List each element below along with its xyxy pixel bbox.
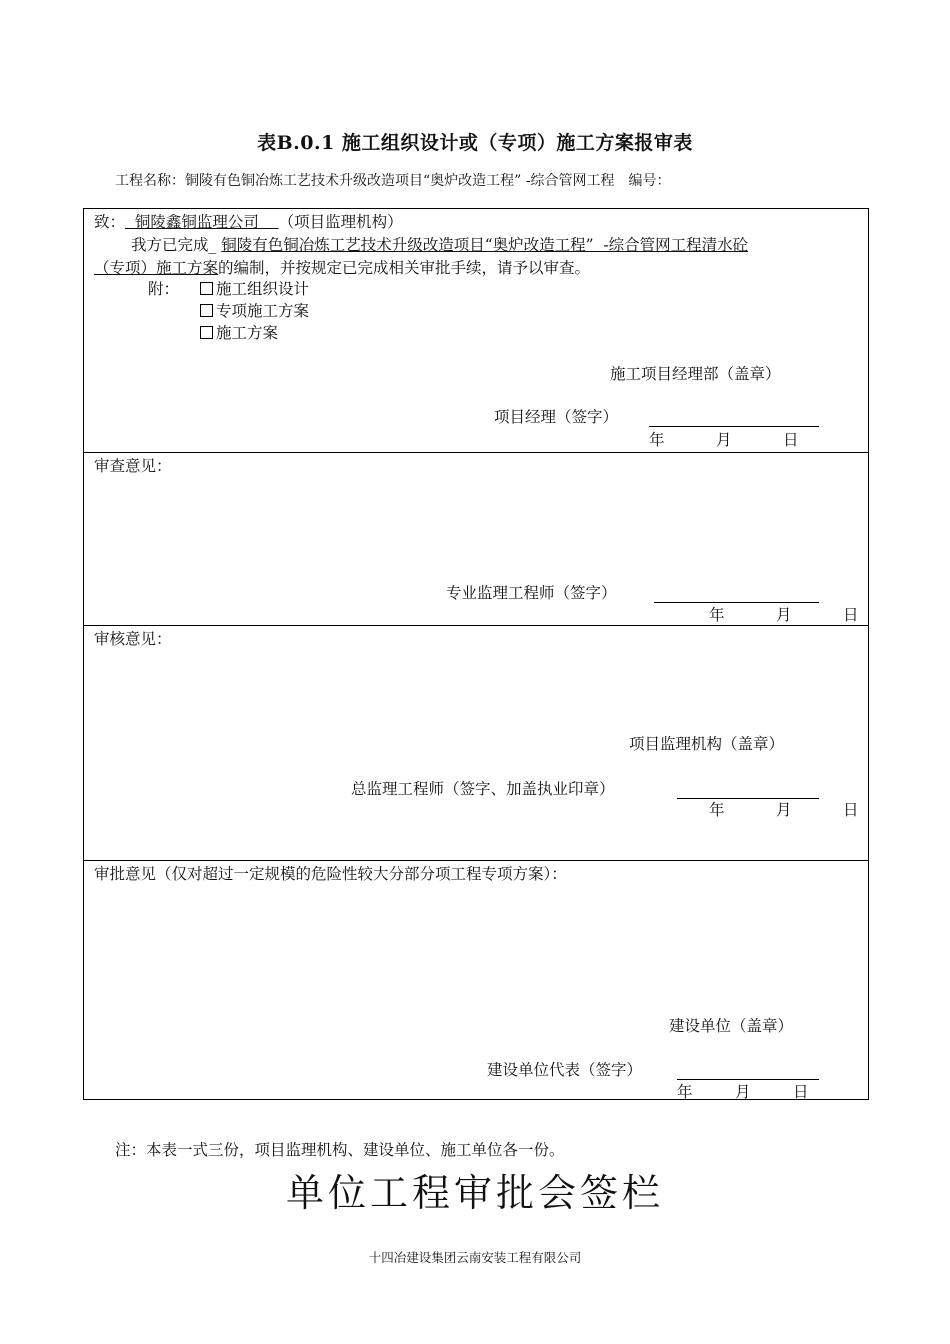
project-name: 工程名称：铜陵有色铜冶炼工艺技术升级改造项目“奥炉改造工程” -综合管网工程 [115,173,615,189]
project-manager-signature-label: 项目经理（签字） [494,408,619,426]
chief-supervisor-signature-line[interactable] [677,798,819,799]
approval-opinion-label: 审批意见（仅对超过一定规模的危险性较大分部分项工程专项方案）： [94,865,567,883]
date-day: 日 [783,431,799,449]
owner-representative-signature-label: 建设单位代表（签字） [487,1061,643,1079]
supervisor-engineer-signature-label: 专业监理工程师（签字） [446,584,617,602]
option-label: 施工方案 [216,324,279,342]
form-note: 注：本表一式三份，项目监理机构、建设单位、施工单位各一份。 [115,1141,565,1159]
submission-section [84,209,868,453]
supervision-company: 铜陵鑫铜监理公司 [125,213,279,231]
supervision-org-stamp-label: 项目监理机构（盖章） [629,735,785,753]
date-day: 日 [793,1083,809,1101]
date-year: 年 [709,801,725,819]
project-name-line [115,170,671,190]
owner-representative-signature-line[interactable] [677,1079,819,1080]
checkbox-icon[interactable] [200,304,213,317]
countersign-heading: 单位工程审批会签栏 [285,1171,664,1215]
audit-section [84,626,868,861]
chief-supervisor-signature-label: 总监理工程师（签字、加盖执业印章） [351,780,615,798]
approval-section [84,861,868,1099]
date-day: 日 [843,801,859,819]
company-footer: 十四冶建设集团云南安装工程有限公司 [368,1250,582,1265]
review-section [84,453,868,626]
completed-project: 铜陵有色铜冶炼工艺技术升级改造项目“奥炉改造工程” -综合管网工程清水砼 [221,236,749,254]
to-suffix: （项目监理机构） [278,213,403,231]
date-year: 年 [649,431,665,449]
review-opinion-label: 审查意见： [94,457,172,475]
option-label: 专项施工方案 [216,302,310,320]
completed-prefix: 我方已完成_ [131,236,222,254]
option-construction-design[interactable] [200,279,309,299]
supervisor-engineer-signature-line[interactable] [654,602,819,603]
date-month: 月 [776,801,792,819]
form-title: 表B.0.1 施工组织设计或（专项）施工方案报审表 [257,132,693,154]
date-month: 月 [735,1083,751,1101]
option-label: 施工组织设计 [216,280,310,298]
date-month: 月 [716,431,732,449]
completion-line-2 [94,258,590,278]
attachment-label: 附： [148,280,180,298]
date-month: 月 [776,606,792,624]
option-construction-plan[interactable] [200,323,278,343]
option-special-plan[interactable] [200,301,309,321]
contractor-stamp-label: 施工项目经理部（盖章） [610,365,781,383]
date-year: 年 [677,1083,693,1101]
audit-opinion-label: 审核意见： [94,630,172,648]
project-manager-signature-line[interactable] [649,426,819,427]
checkbox-icon[interactable] [200,326,213,339]
serial-number-label: 编号： [628,173,671,189]
completed-project-2: （专项）施工方案 [94,259,219,277]
approval-form [83,208,869,1100]
completion-line [131,235,748,255]
owner-stamp-label: 建设单位（盖章） [669,1017,794,1035]
completed-suffix: 的编制，并按规定已完成相关审批手续，请予以审查。 [218,259,591,277]
to-prefix: 致： [94,213,126,231]
checkbox-icon[interactable] [200,282,213,295]
date-day: 日 [843,606,859,624]
addressee-line [94,212,403,232]
date-year: 年 [709,606,725,624]
